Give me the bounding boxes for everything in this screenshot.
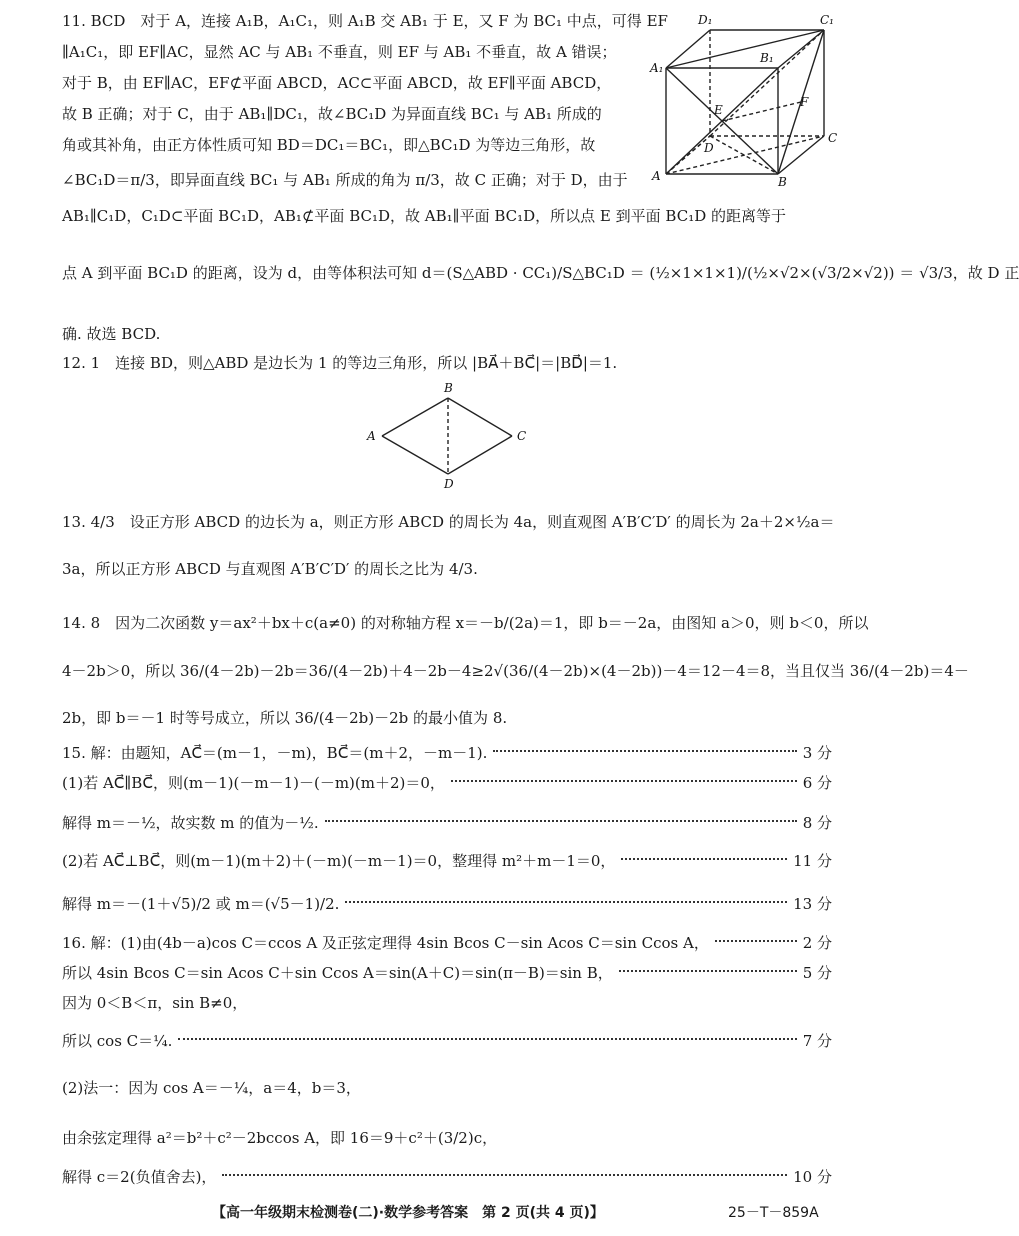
page-footer	[0, 1200, 870, 1224]
q16-row: (2)法一：因为 cos A＝－¼，a＝4，b＝3，	[62, 1079, 361, 1097]
q11-line-5: 角或其补角，由正方体性质可知 BD＝DC₁＝BC₁，即△BC₁D 为等边三角形，故	[62, 136, 596, 154]
cube-label-d: D	[704, 141, 714, 155]
q11-line-7: AB₁∥C₁D，C₁D⊂平面 BC₁D，AB₁⊄平面 BC₁D，故 AB₁∥平面 BC₁D，所以点 E 到平面 BC₁D 的距离等于	[62, 207, 787, 225]
q16-row: 所以 4sin Bcos C＝sin Acos C＋sin Ccos A＝sin(A＋C)＝sin(π－B)＝sin B， 5 分	[62, 964, 832, 982]
score: 2 分	[802, 934, 832, 952]
q11-line-1: 11. BCD 对于 A，连接 A₁B，A₁C₁，则 A₁B 交 AB₁ 于 E，又 F 为 BC₁ 中点，可得 EF	[62, 12, 668, 30]
q14-line-1: 14. 8 因为二次函数 y＝ax²＋bx＋c(a≠0) 的对称轴方程 x＝－b/(2a)＝1，即 b＝－2a，由图知 a＞0，则 b＜0，所以	[62, 614, 869, 632]
cube-label-c: C	[828, 131, 838, 145]
cube-label-a: A	[652, 169, 661, 183]
score: 6 分	[802, 774, 832, 792]
cube-label-f: F	[800, 95, 809, 109]
q16-row: 所以 cos C＝¼. 7 分	[62, 1032, 832, 1050]
q11-line-2: ∥A₁C₁，即 EF∥AC，显然 AC 与 AB₁ 不垂直，则 EF 与 AB₁ 不垂直，故 A 错误；	[62, 43, 617, 61]
rhombus-label-c: C	[517, 429, 527, 443]
q11-line-9: 确. 故选 BCD.	[62, 325, 161, 343]
q14-line-2: 4－2b＞0，所以 36/(4－2b)－2b＝36/(4－2b)＋4－2b－4≥2√(36/(4－2b)×(4－2b))－4＝12－4＝8，当且仅当 36/(4－2b)＝4－	[62, 662, 969, 680]
q15-row: 解得 m＝－(1＋√5)/2 或 m＝(√5－1)/2. 13 分	[62, 895, 832, 913]
rhombus-label-d: D	[444, 477, 454, 491]
q15-row: 解得 m＝－½，故实数 m 的值为－½. 8 分	[62, 814, 832, 832]
score: 11 分	[793, 852, 832, 870]
score: 5 分	[802, 964, 832, 982]
cube-label-a1: A₁	[650, 61, 664, 75]
rhombus-label-b: B	[444, 381, 453, 395]
q13-line-2: 3a，所以正方形 ABCD 与直观图 A′B′C′D′ 的周长之比为 4/3.	[62, 560, 478, 578]
footer-title: 【高一年级期末检测卷(二)·数学参考答案 第 2 页(共 4 页)】	[212, 1205, 604, 1221]
score: 3 分	[802, 744, 832, 762]
q14-line-3: 2b，即 b＝－1 时等号成立，所以 36/(4－2b)－2b 的最小值为 8.	[62, 709, 508, 727]
cube-label-c1: C₁	[820, 13, 834, 27]
q16-row: 因为 0＜B＜π，sin B≠0，	[62, 994, 248, 1012]
rhombus-figure	[362, 380, 532, 492]
cube-label-e: E	[714, 103, 723, 117]
q13-line-1: 13. 4/3 设正方形 ABCD 的边长为 a，则正方形 ABCD 的周长为 4a，则直观图 A′B′C′D′ 的周长为 2a＋2×½a＝	[62, 513, 835, 531]
rhombus-label-a: A	[367, 429, 376, 443]
q16-row: 由余弦定理得 a²＝b²＋c²－2bccos A，即 16＝9＋c²＋(3/2)c，	[62, 1129, 498, 1147]
score: 7 分	[802, 1032, 832, 1050]
cube-label-d1: D₁	[698, 13, 713, 27]
cube-label-b: B	[778, 175, 787, 189]
q11-line-6: ∠BC₁D＝π/3，即异面直线 BC₁ 与 AB₁ 所成的角为 π/3，故 C 正确；对于 D，由于	[62, 171, 628, 189]
q15-row: (2)若 AC⃗⊥BC⃗，则(m－1)(m＋2)＋(－m)(－m－1)＝0，整理得 m²＋m－1＝0， 11 分	[62, 852, 832, 870]
cube-figure	[648, 8, 844, 190]
q11-line-3: 对于 B，由 EF∥AC，EF⊄平面 ABCD，AC⊂平面 ABCD，故 EF∥平面 ABCD，	[62, 74, 612, 92]
cube-label-b1: B₁	[760, 51, 774, 65]
score: 13 分	[793, 895, 832, 913]
footer-code: 25－T－859A	[728, 1205, 819, 1221]
score: 10 分	[793, 1168, 832, 1186]
q16-row: 解得 c＝2(负值舍去)， 10 分	[62, 1168, 832, 1186]
q11-line-4: 故 B 正确；对于 C，由于 AB₁∥DC₁，故∠BC₁D 为异面直线 BC₁ 与 AB₁ 所成的	[62, 105, 602, 123]
q12-line-1: 12. 1 连接 BD，则△ABD 是边长为 1 的等边三角形，所以 |BA⃗＋BC⃗|＝|BD⃗|＝1.	[62, 354, 618, 372]
q16-row: 16. 解：(1)由(4b－a)cos C＝ccos A 及正弦定理得 4sin Bcos C－sin Acos C＝sin Ccos A， 2 分	[62, 934, 832, 952]
q15-row: (1)若 AC⃗∥BC⃗，则(m－1)(－m－1)－(－m)(m＋2)＝0， 6 分	[62, 774, 832, 792]
q11-line-8: 点 A 到平面 BC₁D 的距离，设为 d，由等体积法可知 d＝(S△ABD · CC₁)/S△BC₁D ＝ (½×1×1×1)/(½×√2×(√3/2×√2)) ＝ √3/3，故 D 正	[62, 264, 1019, 282]
score: 8 分	[802, 814, 832, 832]
q15-row: 15. 解：由题知，AC⃗＝(m－1，－m)，BC⃗＝(m＋2，－m－1). 3 分	[62, 744, 832, 762]
